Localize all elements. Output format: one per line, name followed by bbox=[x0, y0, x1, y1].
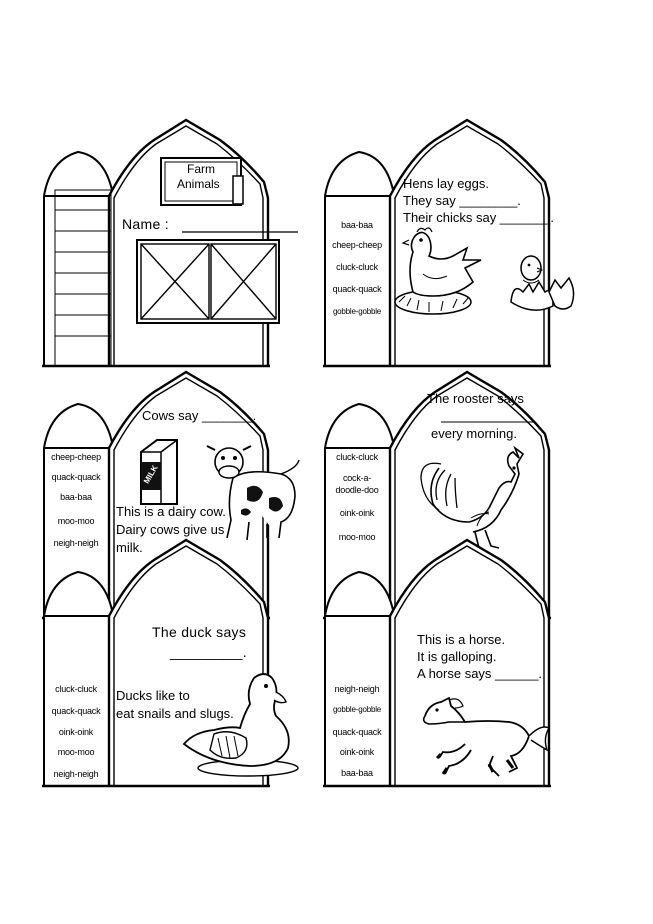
hens-line-2: They say ________. bbox=[403, 193, 521, 208]
rooster-line-1: The rooster says bbox=[427, 391, 524, 406]
horse-line-2: It is galloping. bbox=[417, 649, 497, 664]
cover-page bbox=[42, 118, 342, 368]
cows-line-3: Dairy cows give us bbox=[116, 522, 225, 537]
option-3: quack-quack bbox=[332, 727, 382, 737]
option-2: cock-a- bbox=[342, 473, 372, 483]
cows-line-1: Cows say _______. bbox=[142, 408, 257, 423]
option-3: baa-baa bbox=[60, 492, 92, 502]
option-3: doodle-doo bbox=[335, 485, 379, 495]
sign-text-animals: Animals bbox=[177, 177, 220, 191]
hens-line-1: Hens lay eggs. bbox=[403, 176, 489, 191]
hen-illustration bbox=[393, 222, 503, 322]
option-1: baa-baa bbox=[341, 220, 373, 230]
option-4: oink-oink bbox=[339, 508, 375, 518]
carton-label: MILK bbox=[141, 463, 160, 486]
option-1: neigh-neigh bbox=[334, 684, 380, 694]
option-2: quack-quack bbox=[51, 706, 101, 716]
option-5: moo-moo bbox=[338, 532, 376, 542]
hens-page bbox=[323, 118, 623, 368]
name-label: Name : bbox=[122, 216, 169, 232]
duck-line-3: Ducks like to bbox=[116, 688, 190, 703]
horse-line-1: This is a horse. bbox=[417, 632, 506, 647]
option-2: cheep-cheep bbox=[332, 240, 382, 250]
sign-text-farm: Farm bbox=[187, 162, 215, 176]
option-5: neigh-neigh bbox=[53, 769, 99, 779]
cows-line-2: This is a dairy cow. bbox=[116, 504, 226, 519]
option-2: gobble-gobble bbox=[332, 705, 382, 714]
option-1: cluck-cluck bbox=[336, 452, 378, 462]
duck-illustration bbox=[180, 668, 300, 778]
option-5: neigh-neigh bbox=[53, 538, 99, 548]
option-1: cluck-cluck bbox=[55, 684, 97, 694]
option-4: oink-oink bbox=[339, 747, 375, 757]
horse-illustration bbox=[419, 694, 553, 778]
option-5: baa-baa bbox=[341, 768, 373, 778]
duck-line-4: eat snails and slugs. bbox=[116, 706, 234, 721]
duck-line-1: The duck says bbox=[152, 624, 247, 640]
option-4: moo-moo bbox=[57, 516, 95, 526]
cows-line-4: milk. bbox=[116, 540, 143, 555]
option-4: moo-moo bbox=[57, 747, 95, 757]
option-3: oink-oink bbox=[58, 727, 94, 737]
option-5: gobble-gobble bbox=[332, 307, 382, 316]
horse-line-3: A horse says ______. bbox=[417, 666, 543, 681]
option-4: quack-quack bbox=[332, 284, 382, 294]
horse-page bbox=[323, 538, 623, 788]
duck-line-2: _________. bbox=[170, 644, 247, 660]
chick-illustration bbox=[509, 252, 579, 324]
barn-doors bbox=[42, 118, 342, 368]
option-3: cluck-cluck bbox=[336, 262, 378, 272]
rooster-line-2: every morning. bbox=[431, 426, 517, 441]
hens-line-3: Their chicks say _______. bbox=[403, 210, 555, 225]
option-2: quack-quack bbox=[51, 472, 101, 482]
option-1: cheep-cheep bbox=[51, 452, 101, 462]
duck-page bbox=[42, 538, 342, 788]
milk-carton bbox=[137, 436, 183, 508]
